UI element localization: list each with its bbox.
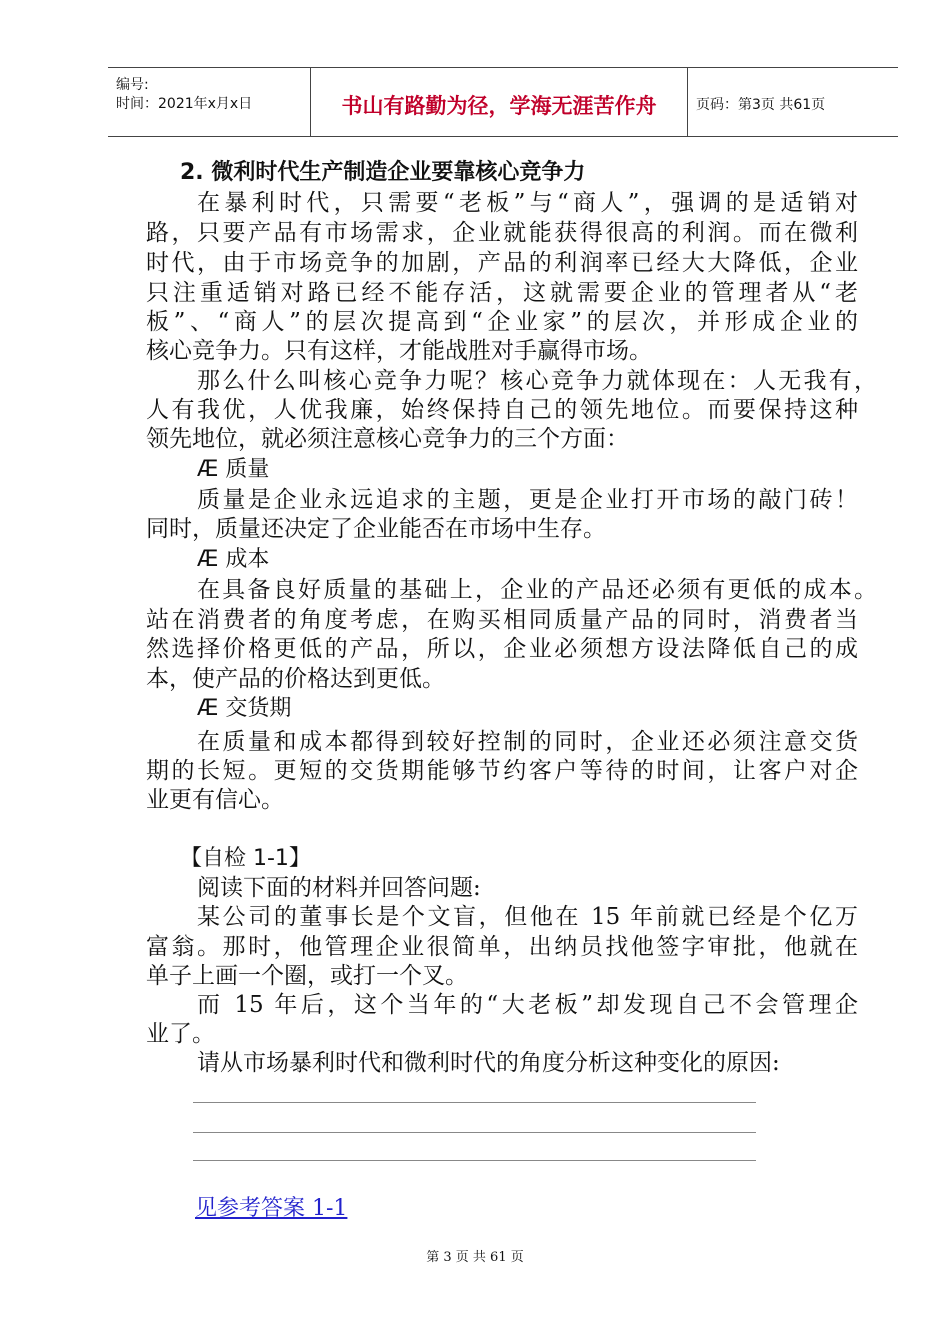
- section-title: 2. 微利时代生产制造企业要靠核心竞争力: [180, 160, 586, 185]
- answer-reference-link[interactable]: 见参考答案 1-1: [195, 1196, 348, 1221]
- header-info-cell: [108, 68, 311, 136]
- self-check-title: 【自检 1-1】: [180, 846, 311, 871]
- header-motto: 书山有路勤为径，学海无涯苦作舟: [341, 94, 657, 118]
- paragraph-line: 路，只要产品有市场需求，企业就能获得很高的利润。而在微利: [146, 220, 858, 246]
- paragraph-line: 板”、“商人”的层次提高到“企业家”的层次，并形成企业的: [146, 309, 858, 335]
- page-footer: 第 3 页 共 61 页: [426, 1250, 524, 1265]
- paragraph-line: 富翁。那时，他管理企业很简单，出纳员找他签字审批，他就在: [146, 934, 858, 960]
- paragraph-line: 本，使产品的价格达到更低。: [146, 666, 445, 692]
- header-date-label: 时间：2021年x月x日: [116, 96, 253, 112]
- paragraph-line: 某公司的董事长是个文盲，但他在 15 年前就已经是个亿万: [197, 904, 858, 930]
- item-delivery-title: Æ 交货期: [197, 696, 292, 721]
- paragraph-line: 在暴利时代，只需要“老板”与“商人”，强调的是适销对: [197, 190, 858, 216]
- paragraph-line: 而 15 年后，这个当年的“大老板”却发现自己不会管理企: [197, 992, 858, 1018]
- header-motto-cell: [311, 68, 688, 136]
- item-cost-title: Æ 成本: [197, 547, 270, 572]
- paragraph-line: 同时，质量还决定了企业能否在市场中生存。: [146, 516, 606, 542]
- paragraph-line: 在具备良好质量的基础上，企业的产品还必须有更低的成本。: [197, 577, 877, 603]
- paragraph-line: 业更有信心。: [146, 787, 284, 813]
- paragraph-line: 时代，由于市场竞争的加剧，产品的利润率已经大大降低，企业: [146, 250, 858, 276]
- paragraph-line: 质量是企业永远追求的主题，更是企业打开市场的敲门砖！: [197, 487, 858, 513]
- paragraph-line: 领先地位，就必须注意核心竞争力的三个方面：: [146, 426, 629, 452]
- answer-line: [193, 1160, 756, 1161]
- self-check-question: 请从市场暴利时代和微利时代的角度分析这种变化的原因:: [197, 1050, 780, 1076]
- paragraph-line: 只注重适销对路已经不能存活，这就需要企业的管理者从“老: [146, 280, 858, 306]
- paragraph-line: 站在消费者的角度考虑，在购买相同质量产品的同时，消费者当: [146, 607, 858, 633]
- header-number-label: 编号:: [116, 77, 149, 93]
- paragraph-line: 核心竞争力。只有这样，才能战胜对手赢得市场。: [146, 338, 652, 364]
- header-page-cell: [688, 68, 898, 136]
- item-quality-title: Æ 质量: [197, 457, 270, 482]
- answer-line: [193, 1132, 756, 1133]
- paragraph-line: 期的长短。更短的交货期能够节约客户等待的时间，让客户对企: [146, 758, 858, 784]
- header-page-code: 页码：第3页 共61页: [696, 97, 826, 113]
- paragraph-line: 单子上画一个圈，或打一个叉。: [146, 963, 468, 989]
- paragraph-line: 人有我优，人优我廉，始终保持自己的领先地位。而要保持这种: [146, 397, 858, 423]
- self-check-intro: 阅读下面的材料并回答问题:: [197, 875, 481, 901]
- paragraph-line: 业了。: [146, 1021, 215, 1047]
- paragraph-line: 然选择价格更低的产品，所以，企业必须想方设法降低自己的成: [146, 636, 858, 662]
- page-header: [108, 67, 898, 137]
- paragraph-line: 那么什么叫核心竞争力呢？核心竞争力就体现在：人无我有，: [197, 368, 877, 394]
- answer-line: [193, 1102, 756, 1103]
- paragraph-line: 在质量和成本都得到较好控制的同时，企业还必须注意交货: [197, 729, 858, 755]
